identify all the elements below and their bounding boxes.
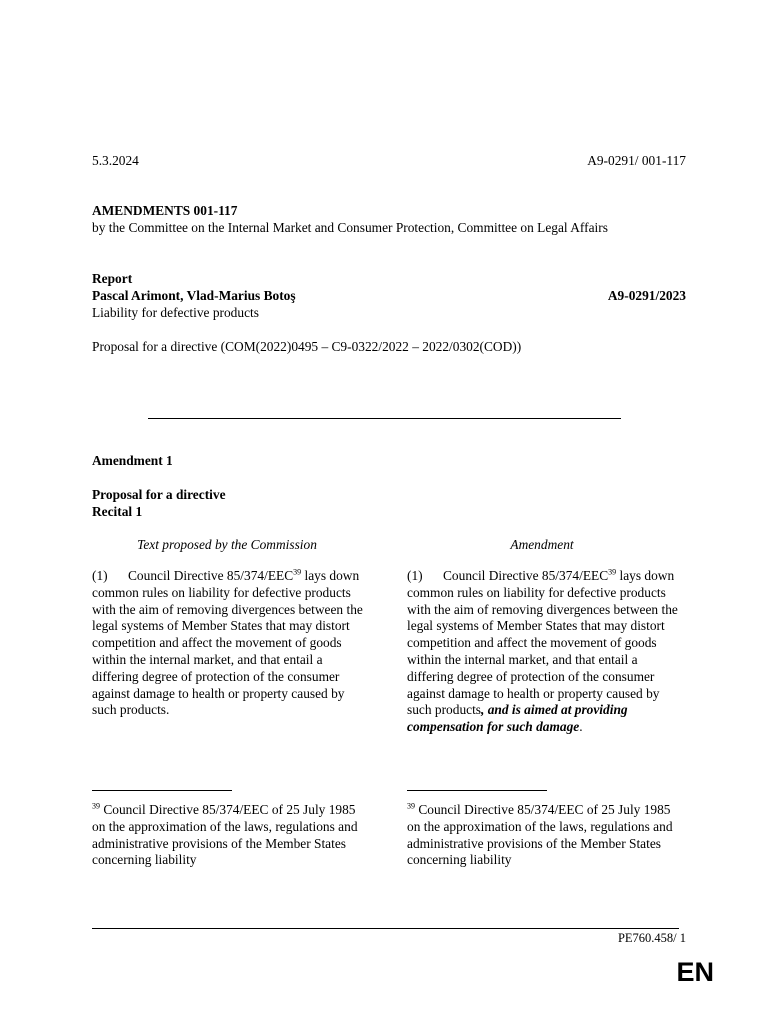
- amendment-text-body: lays down common rules on liability for defective products with the aim of removing divergences between the legal systems of Member States that may distort competition and affect the movement of goods within the internal market, and that entail a differing degree of protection of the consumer against damage to health or property caused by such products: [407, 568, 678, 718]
- amendment-text-start: Council Directive 85/374/EEC: [443, 568, 609, 583]
- amendment-target: [92, 487, 226, 521]
- commission-text-start: Council Directive 85/374/EEC: [128, 568, 294, 583]
- document-reference: A9-0291/ 001-117: [587, 153, 686, 168]
- recital-label: Recital 1: [92, 503, 143, 519]
- footnote-right-marker: 39: [407, 801, 415, 811]
- amendment-number: Amendment 1: [92, 453, 173, 468]
- report-rapporteurs: Pascal Arimont, Vlad-Marius Botoş: [92, 287, 296, 303]
- commission-text-number: (1): [92, 568, 108, 583]
- amendments-by-line: by the Committee on the Internal Market and Consumer Protection, Committee on Legal Affairs: [92, 219, 608, 235]
- section-divider: [148, 418, 621, 419]
- commission-footnote-marker: 39: [293, 567, 302, 577]
- amendment-text-number: (1): [407, 568, 423, 583]
- commission-text-body: lays down common rules on liability for defective products with the aim of removing divergences between the legal systems of Member States that may distort competition and affect the movement of goods within the internal market, and that entail a differing degree of protection of the consumer against damage to health or property caused by such products.: [92, 568, 363, 718]
- commission-text: [92, 568, 364, 719]
- report-label: Report: [92, 271, 133, 286]
- report-number: A9-0291/2023: [607, 287, 686, 303]
- report-block: [92, 271, 686, 321]
- left-column-heading: Text proposed by the Commission: [137, 537, 317, 552]
- footnote-left-marker: 39: [92, 801, 100, 811]
- footnote-left: [92, 802, 364, 869]
- language-code: EN: [676, 957, 714, 987]
- amendment-text: [407, 568, 679, 736]
- amendment-added-text: , and is aimed at providing compensation for such damage: [407, 702, 628, 735]
- amendments-heading: [92, 203, 692, 237]
- document-date: 5.3.2024: [92, 153, 139, 168]
- footnote-left-text: Council Directive 85/374/EEC of 25 July 1985 on the approximation of the laws, regulations and administrative provisions of the Member States concerning liability: [92, 802, 358, 868]
- right-column-heading: Amendment: [510, 537, 574, 552]
- report-rapporteur-row: [92, 288, 686, 305]
- amendments-title: AMENDMENTS 001-117: [92, 203, 238, 218]
- footnote-divider-right: [407, 790, 547, 791]
- amendment-text-end: .: [579, 719, 583, 735]
- footer-divider: [92, 928, 679, 929]
- proposal-reference: Proposal for a directive (COM(2022)0495 – C9-0322/2022 – 2022/0302(COD)): [92, 339, 522, 354]
- footnote-divider-left: [92, 790, 232, 791]
- amendment-footnote-marker: 39: [608, 567, 617, 577]
- report-subject: Liability for defective products: [92, 304, 259, 320]
- pe-number: PE760.458/ 1: [617, 931, 686, 945]
- proposal-label: Proposal for a directive: [92, 487, 226, 502]
- footnote-right: [407, 802, 679, 869]
- footnote-right-text: Council Directive 85/374/EEC of 25 July 1985 on the approximation of the laws, regulations and administrative provisions of the Member States concerning liability: [407, 802, 673, 868]
